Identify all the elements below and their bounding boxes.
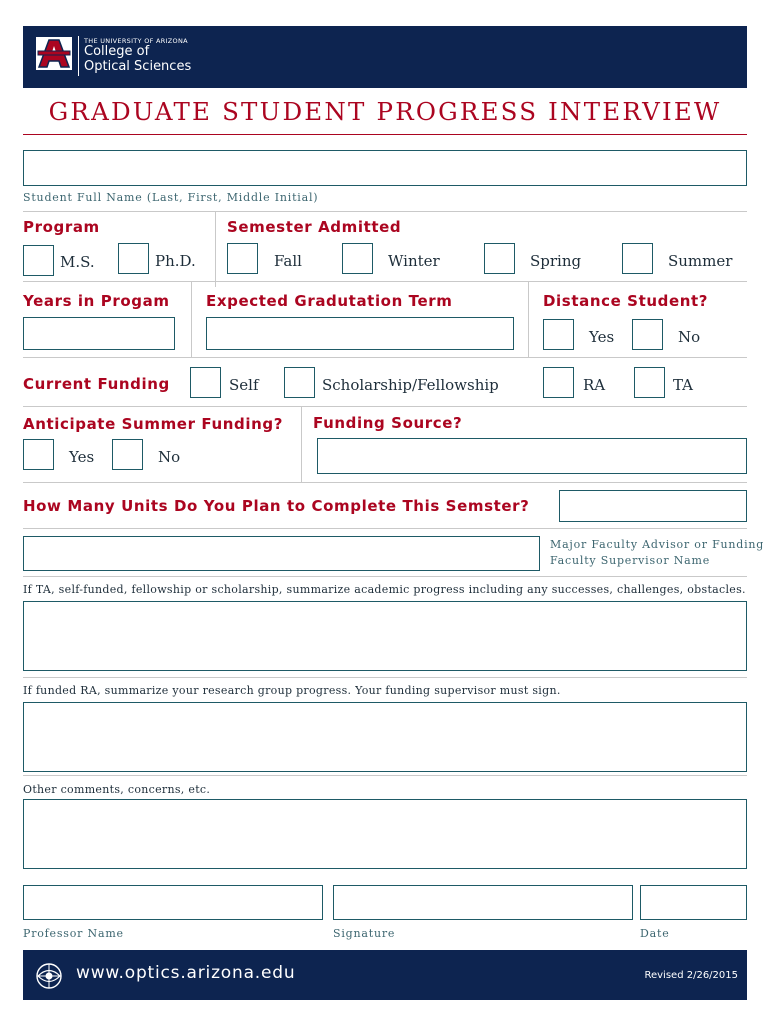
spring-option-label: Spring <box>530 252 582 270</box>
funding-source-label: Funding Source? <box>313 414 463 432</box>
winter-checkbox[interactable] <box>342 243 373 274</box>
expected-graduation-label: Expected Gradutation Term <box>206 292 453 310</box>
professor-name-input[interactable] <box>23 885 323 920</box>
units-label: How Many Units Do You Plan to Complete This Semster? <box>23 497 530 515</box>
divider <box>528 281 529 357</box>
summer-no-label: No <box>158 448 181 466</box>
distance-no-checkbox[interactable] <box>632 319 663 350</box>
title-rule <box>23 134 747 135</box>
divider <box>23 775 747 776</box>
expected-graduation-input[interactable] <box>206 317 514 350</box>
other-comments-instruction: Other comments, concerns, etc. <box>23 783 211 796</box>
footer-website-link[interactable]: www.optics.arizona.edu <box>76 963 296 983</box>
student-name-input[interactable] <box>23 150 747 186</box>
divider <box>23 281 747 282</box>
advisor-caption-line1: Major Faculty Advisor or Funding <box>550 538 765 551</box>
phd-option-label: Ph.D. <box>155 252 196 270</box>
divider <box>23 576 747 577</box>
units-input[interactable] <box>559 490 747 522</box>
years-in-program-label: Years in Progam <box>23 292 170 310</box>
current-funding-label: Current Funding <box>23 375 170 393</box>
ta-summary-instruction: If TA, self-funded, fellowship or scholarship, summarize academic progress including any successes, challenges, obstacles. <box>23 583 746 596</box>
logo-divider <box>78 36 79 76</box>
funding-ta-label: TA <box>673 376 694 394</box>
signature-input[interactable] <box>333 885 633 920</box>
divider <box>23 406 747 407</box>
spring-checkbox[interactable] <box>484 243 515 274</box>
university-name: THE UNIVERSITY OF ARIZONA <box>84 37 188 45</box>
college-name-line2: Optical Sciences <box>84 59 192 74</box>
college-name-line1: College of <box>84 44 150 59</box>
advisor-caption-line2: Faculty Supervisor Name <box>550 554 711 567</box>
years-in-program-input[interactable] <box>23 317 175 350</box>
ms-checkbox[interactable] <box>23 245 54 276</box>
funding-self-label: Self <box>229 376 259 394</box>
divider <box>23 357 747 358</box>
ta-summary-textarea[interactable] <box>23 601 747 671</box>
funding-ra-label: RA <box>583 376 606 394</box>
divider <box>215 211 216 287</box>
date-caption: Date <box>640 927 670 940</box>
program-label: Program <box>23 218 100 236</box>
university-a-logo-icon <box>36 37 72 70</box>
funding-ta-checkbox[interactable] <box>634 367 665 398</box>
fall-option-label: Fall <box>274 252 302 270</box>
fall-checkbox[interactable] <box>227 243 258 274</box>
optics-emblem-icon <box>34 961 64 991</box>
funding-source-input[interactable] <box>317 438 747 474</box>
page-title: GRADUATE STUDENT PROGRESS INTERVIEW <box>48 97 722 126</box>
ms-option-label: M.S. <box>60 253 95 271</box>
distance-yes-label: Yes <box>589 328 615 346</box>
signature-caption: Signature <box>333 927 396 940</box>
other-comments-textarea[interactable] <box>23 799 747 869</box>
distance-yes-checkbox[interactable] <box>543 319 574 350</box>
summer-funding-label: Anticipate Summer Funding? <box>23 415 284 433</box>
professor-name-caption: Professor Name <box>23 927 124 940</box>
winter-option-label: Winter <box>388 252 440 270</box>
summer-yes-checkbox[interactable] <box>23 439 54 470</box>
divider <box>301 406 302 482</box>
distance-student-label: Distance Student? <box>543 292 709 310</box>
student-name-caption: Student Full Name (Last, First, Middle Initial) <box>23 191 319 204</box>
semester-admitted-label: Semester Admitted <box>227 218 402 236</box>
summer-no-checkbox[interactable] <box>112 439 143 470</box>
revision-date: Revised 2/26/2015 <box>644 970 738 981</box>
phd-checkbox[interactable] <box>118 243 149 274</box>
date-input[interactable] <box>640 885 747 920</box>
distance-no-label: No <box>678 328 701 346</box>
divider <box>23 211 747 212</box>
summer-checkbox[interactable] <box>622 243 653 274</box>
divider <box>23 482 747 483</box>
divider <box>23 528 747 529</box>
summer-option-label: Summer <box>668 252 733 270</box>
funding-scholarship-label: Scholarship/Fellowship <box>322 376 499 394</box>
divider <box>23 677 747 678</box>
funding-scholarship-checkbox[interactable] <box>284 367 315 398</box>
ra-summary-instruction: If funded RA, summarize your research group progress. Your funding supervisor must sign. <box>23 684 561 697</box>
funding-ra-checkbox[interactable] <box>543 367 574 398</box>
divider <box>191 281 192 357</box>
summer-yes-label: Yes <box>69 448 95 466</box>
ra-summary-textarea[interactable] <box>23 702 747 772</box>
funding-self-checkbox[interactable] <box>190 367 221 398</box>
advisor-name-input[interactable] <box>23 536 540 571</box>
